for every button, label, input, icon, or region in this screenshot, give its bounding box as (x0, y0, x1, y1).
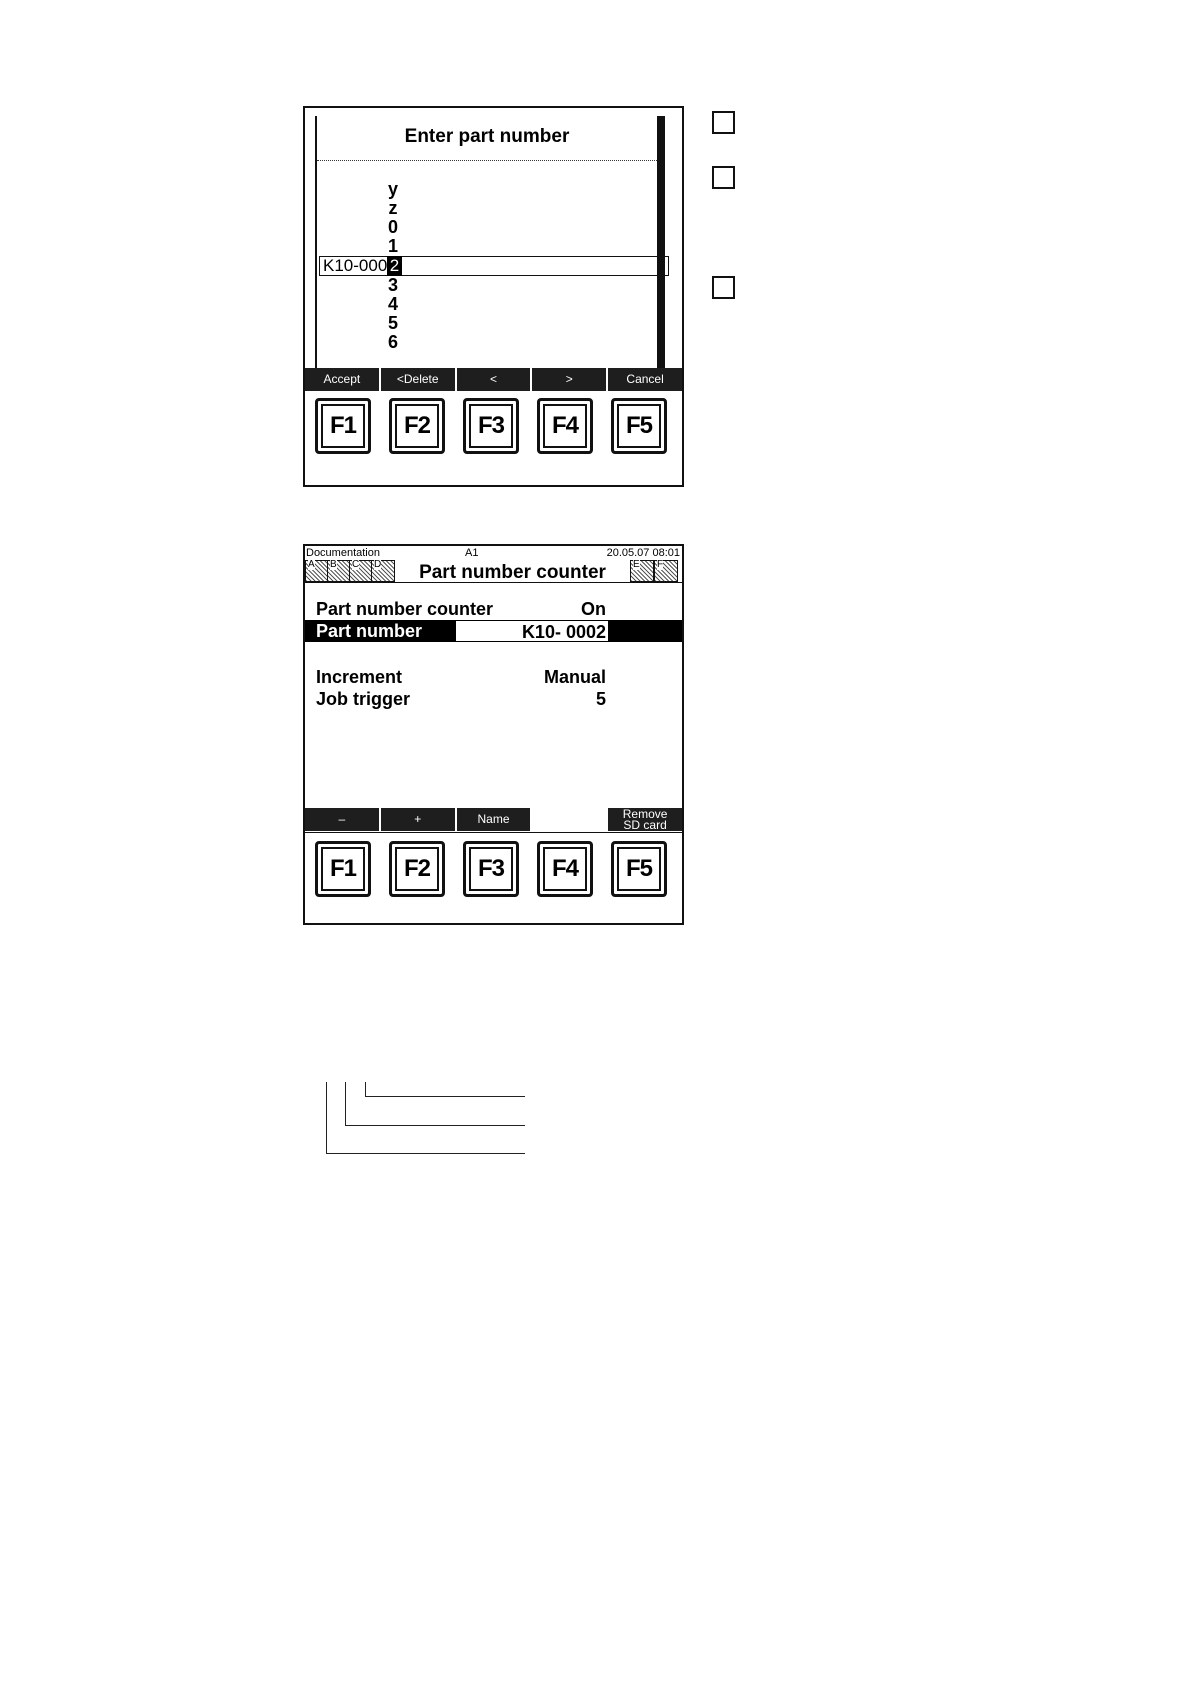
row-label: Part number counter (316, 599, 494, 619)
function-keys (315, 841, 677, 901)
part-number-input[interactable] (319, 256, 669, 276)
screen-title: Enter part number (404, 126, 570, 147)
row-value: Manual (543, 667, 606, 687)
f2-button[interactable]: F2 (389, 398, 445, 454)
title-separator (317, 160, 657, 161)
function-keys (315, 398, 677, 458)
part-number-row[interactable] (305, 620, 682, 642)
row-label: Job trigger (316, 689, 411, 709)
title-separator (305, 582, 682, 583)
tab-f[interactable]: F (654, 560, 678, 582)
f3-button[interactable]: F3 (463, 398, 519, 454)
softkey-bar (305, 808, 682, 831)
part-number-entry-panel (303, 106, 684, 487)
text-cursor: 2 (387, 256, 402, 276)
f5-button[interactable]: F5 (611, 398, 667, 454)
f1-button[interactable]: F1 (315, 841, 371, 897)
character-roller-below[interactable]: 3 4 5 6 (387, 275, 398, 352)
softkey-bar (305, 368, 682, 391)
tab-c[interactable]: C (349, 560, 373, 582)
part-number-text: K10-000 (323, 256, 388, 275)
part-number-field[interactable]: K10- 0002 (456, 621, 608, 641)
callout-line-3 (326, 1082, 525, 1154)
step-checkbox-1[interactable] (712, 111, 735, 134)
cursor-left-softkey[interactable]: < (457, 368, 531, 391)
tab-a[interactable]: A (305, 560, 329, 582)
f4-button[interactable]: F4 (537, 841, 593, 897)
cursor-right-softkey[interactable]: > (532, 368, 606, 391)
row-value: On (581, 599, 606, 619)
empty-softkey (532, 808, 606, 831)
name-softkey[interactable]: Name (457, 808, 531, 831)
row-label: Part number (316, 621, 423, 641)
status-channel: A1 (465, 547, 479, 559)
tabs-left (305, 560, 395, 582)
screen-title: Part number counter (419, 562, 606, 583)
remove-sd-card-softkey[interactable]: Remove SD card (608, 808, 682, 831)
tabs-right (630, 560, 680, 582)
status-bar (305, 546, 682, 560)
decrement-softkey[interactable]: – (305, 808, 379, 831)
row-label: Increment (316, 667, 403, 687)
status-datetime: 20.05.07 08:01 (606, 547, 680, 559)
f5-button[interactable]: F5 (611, 841, 667, 897)
delete-softkey[interactable]: <Delete (381, 368, 455, 391)
character-roller-above[interactable]: y z 0 1 (387, 179, 398, 256)
f4-button[interactable]: F4 (537, 398, 593, 454)
accept-softkey[interactable]: Accept (305, 368, 379, 391)
f2-button[interactable]: F2 (389, 841, 445, 897)
f1-button[interactable]: F1 (315, 398, 371, 454)
part-number-counter-panel (303, 544, 684, 925)
softkey-separator (305, 832, 682, 833)
increment-row[interactable] (305, 666, 682, 688)
cancel-softkey[interactable]: Cancel (608, 368, 682, 391)
part-number-counter-row[interactable] (305, 598, 682, 620)
tab-d[interactable]: D (371, 560, 395, 582)
increment-softkey[interactable]: + (381, 808, 455, 831)
step-checkbox-3[interactable] (712, 276, 735, 299)
step-checkbox-2[interactable] (712, 166, 735, 189)
display-screen (315, 116, 665, 376)
job-trigger-row[interactable] (305, 688, 682, 710)
tab-e[interactable]: E (630, 560, 654, 582)
tab-b[interactable]: B (327, 560, 351, 582)
row-value: 5 (595, 689, 606, 709)
f3-button[interactable]: F3 (463, 841, 519, 897)
status-mode: Documentation (306, 547, 380, 559)
